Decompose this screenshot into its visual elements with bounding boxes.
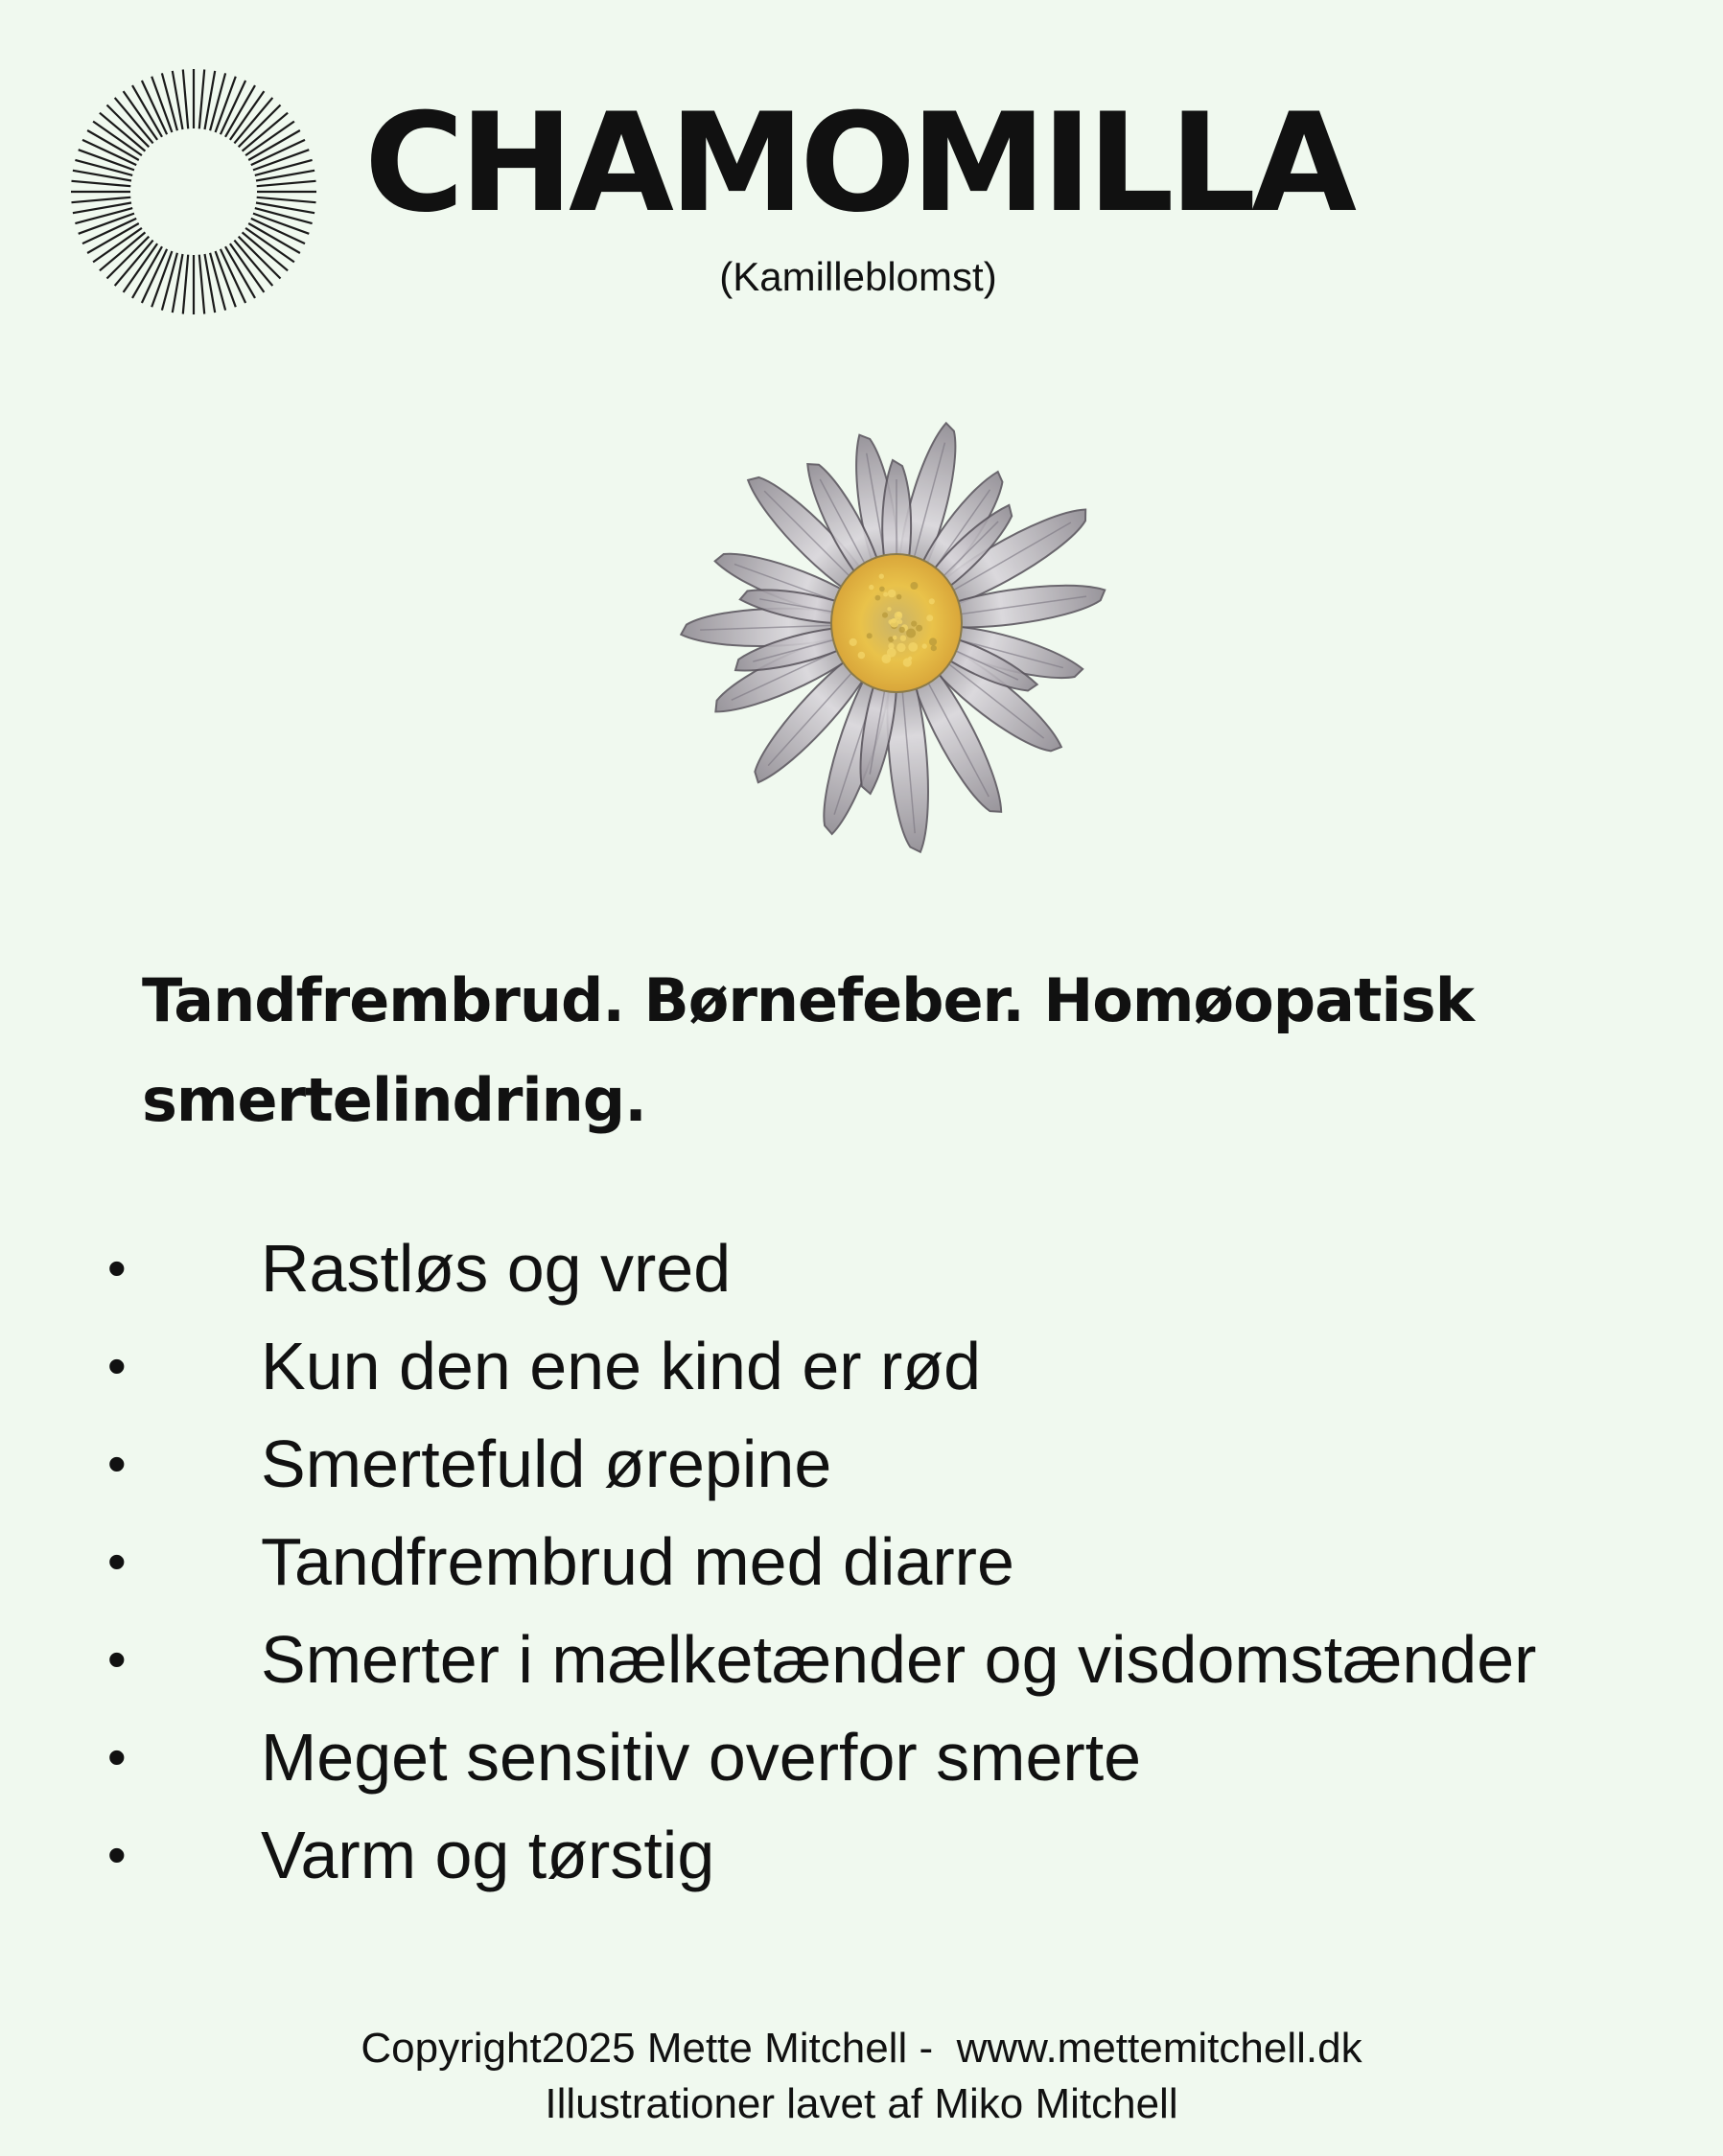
bullet-icon: • — [107, 1824, 127, 1885]
sunburst-ray — [239, 237, 281, 279]
sunburst-ray — [257, 197, 316, 202]
flower-center-speckle — [910, 582, 918, 590]
symptom-text: Smertefuld ørepine — [261, 1426, 832, 1501]
sunburst-ray — [199, 255, 204, 314]
bullet-icon: • — [107, 1531, 127, 1591]
flower-center-speckle — [896, 612, 902, 617]
symptom-text: Rastløs og vred — [261, 1231, 732, 1306]
sunburst-logo-icon — [67, 65, 320, 318]
flower-center-speckle — [899, 627, 905, 633]
sunburst-ray — [183, 255, 188, 314]
bullet-icon: • — [107, 1335, 127, 1396]
flower-center-speckle — [931, 645, 937, 651]
flower-center-speckle — [879, 587, 885, 592]
page-title: CHAMOMILLA — [364, 84, 1352, 243]
symptom-text: Varm og tørstig — [261, 1818, 715, 1892]
flower-center-speckle — [858, 652, 866, 660]
chamomile-flower-illustration — [604, 374, 1189, 930]
bullet-icon: • — [107, 1433, 127, 1494]
headline: Tandfrembrud. Børnefeber. Homøopatisk smertelindring. — [142, 965, 1474, 1135]
flower-center-speckle — [879, 574, 884, 579]
symptom-text: Smerter i mælketænder og visdomstænder — [261, 1622, 1537, 1697]
page-subtitle: (Kamilleblomst) — [719, 254, 997, 299]
sunburst-ray — [107, 237, 150, 279]
flower-center-speckle — [883, 592, 888, 597]
sunburst-ray — [107, 105, 150, 148]
flower-center-speckle — [908, 657, 912, 661]
flower-center-speckle — [888, 590, 896, 598]
symptom-text: Tandfrembrud med diarre — [261, 1524, 1014, 1599]
flower-center-speckle — [929, 598, 935, 604]
symptom-text: Meget sensitiv overfor smerte — [261, 1720, 1142, 1795]
symptom-text: Kun den ene kind er rød — [261, 1329, 982, 1403]
sunburst-ray — [72, 197, 131, 202]
sunburst-ray — [257, 181, 316, 186]
flower-center-speckle — [896, 643, 905, 652]
flower-center-speckle — [882, 654, 892, 663]
flower-center-speckle — [900, 636, 906, 641]
flower-center-speckle — [875, 595, 881, 601]
bullet-icon: • — [107, 1238, 127, 1298]
illustration-credit: Illustrationer lavet af Miko Mitchell — [545, 2080, 1178, 2127]
flower-center-speckle — [926, 614, 933, 621]
sunburst-ray — [239, 105, 281, 148]
flower-center-speckle — [893, 636, 897, 640]
bullet-icon: • — [107, 1629, 127, 1689]
flower-center-speckle — [882, 613, 888, 618]
flower-center-speckle — [888, 643, 894, 649]
flower-center-speckle — [896, 594, 902, 600]
flower-center-speckle — [911, 621, 917, 627]
flower-center-speckle — [850, 638, 857, 646]
flower-center-speckle — [916, 625, 922, 632]
footer — [0, 2021, 1723, 2132]
flower-center-speckle — [906, 629, 916, 638]
sunburst-ray — [72, 181, 131, 186]
flower-center-speckle — [908, 642, 918, 652]
sunburst-ray — [199, 70, 204, 129]
flower-center-speckle — [887, 607, 891, 611]
bullet-icon: • — [107, 1727, 127, 1787]
copyright-text: Copyright2025 Mette Mitchell - www.mettemitchell.dk — [361, 2025, 1362, 2072]
flower-center-speckle — [869, 585, 873, 590]
flower-center-speckle — [929, 638, 937, 645]
flower-center-speckle — [867, 633, 873, 638]
flower-center-speckle — [892, 618, 896, 623]
flower-center-speckle — [922, 643, 927, 648]
sunburst-ray — [183, 70, 188, 129]
